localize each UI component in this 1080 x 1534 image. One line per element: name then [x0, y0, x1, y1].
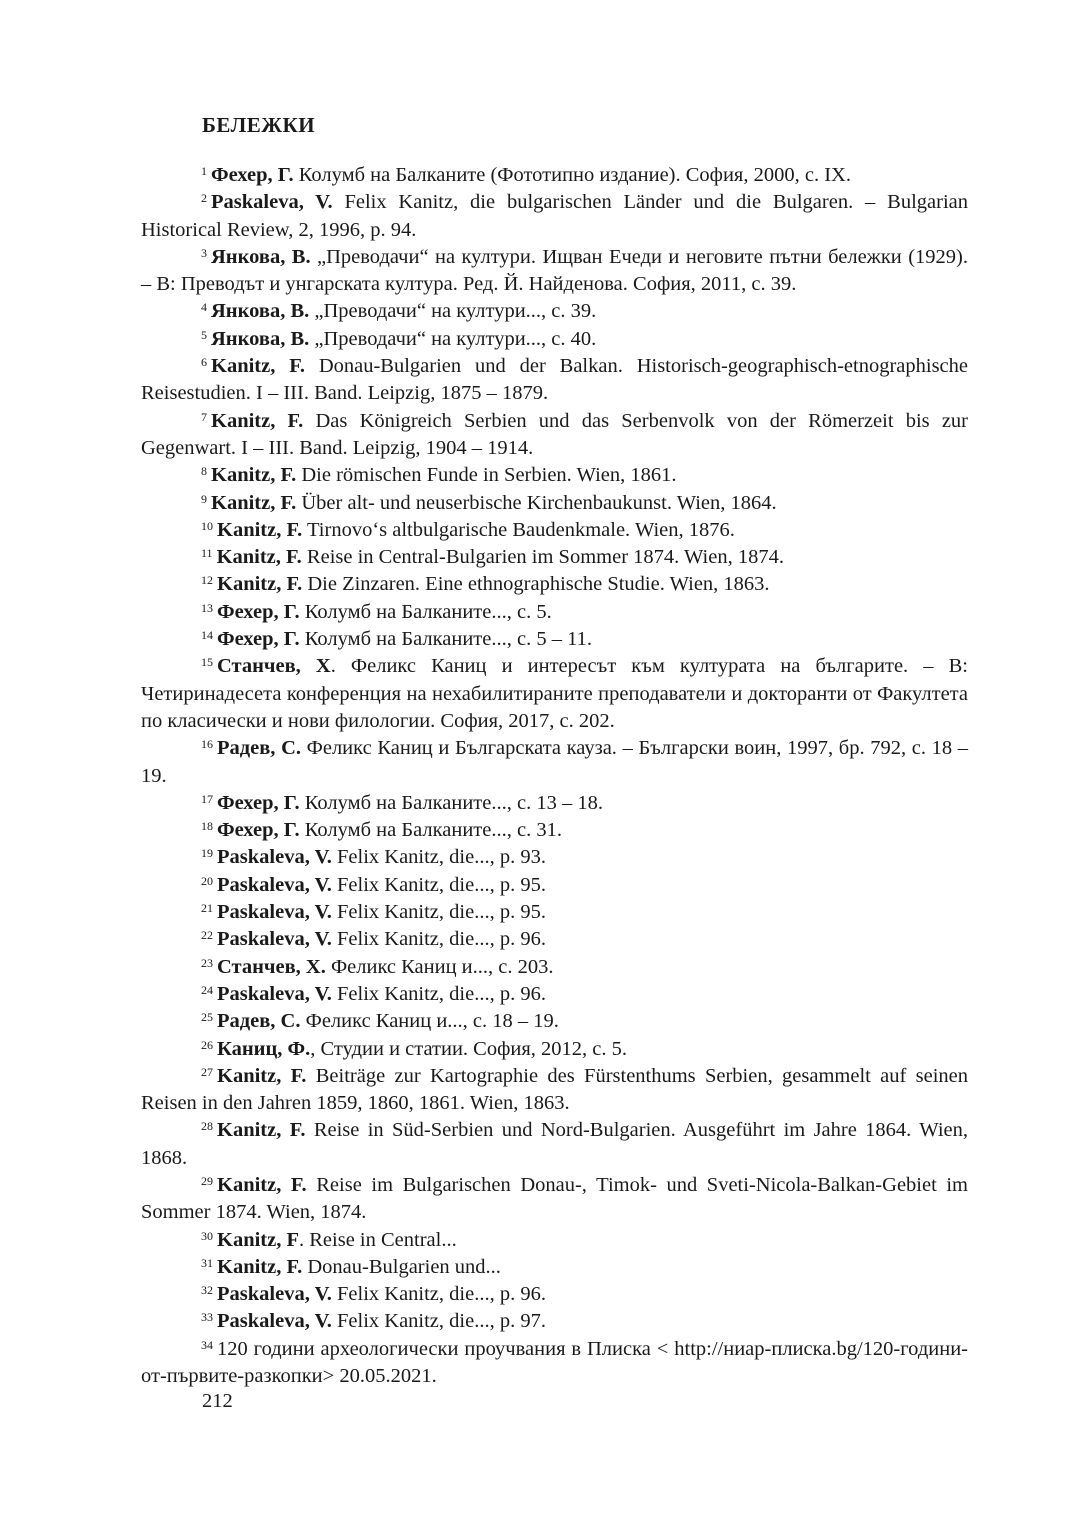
note-number: 2 — [201, 191, 207, 206]
note-author: Kanitz, F. — [217, 1173, 307, 1196]
notes-list — [141, 162, 968, 1390]
note-item — [141, 653, 968, 735]
note-item — [141, 1254, 968, 1281]
note-number: 14 — [201, 628, 213, 643]
note-item — [141, 599, 968, 626]
note-text: Donau-Bulgarien und der Balkan. Historisch-geographisch-etnographische Reisestudien. I – III. Band. Leipzig, 1875 – 1879. — [141, 355, 969, 405]
note-author: Янкова, В. — [211, 300, 310, 323]
note-number: 28 — [201, 1119, 213, 1134]
note-text: Donau-Bulgarien und... — [302, 1255, 501, 1278]
note-author: Фехер, Г. — [217, 819, 300, 842]
note-author: Kanitz, F. — [211, 355, 305, 378]
note-number: 20 — [201, 873, 213, 888]
note-item — [141, 326, 968, 353]
note-number: 6 — [201, 355, 207, 370]
note-text: „Преводачи“ на култури..., с. 39. — [309, 300, 597, 323]
note-text: Феликс Каниц и Българската кауза. – Български воин, 1997, бр. 792, с. 18 – 19. — [141, 737, 968, 787]
note-number: 17 — [201, 791, 213, 806]
note-number: 24 — [201, 982, 213, 997]
note-author: Kanitz, F. — [217, 518, 303, 541]
note-text: „Преводачи“ на култури..., с. 40. — [309, 327, 597, 350]
note-number: 30 — [201, 1228, 213, 1243]
note-text: Felix Kanitz, die..., p. 96. — [331, 928, 546, 951]
note-number: 5 — [201, 327, 207, 342]
note-text: Felix Kanitz, die..., p. 95. — [331, 873, 546, 896]
note-number: 15 — [201, 655, 213, 670]
note-author: Paskaleva, V. — [211, 191, 333, 214]
note-item — [141, 899, 968, 926]
note-author: Kanitz, F. — [211, 491, 297, 514]
note-number: 7 — [201, 409, 207, 424]
note-author: Paskaleva, V. — [217, 901, 332, 924]
note-number: 16 — [201, 737, 213, 752]
note-text: Die römischen Funde in Serbien. Wien, 1861. — [296, 464, 677, 487]
note-number: 32 — [201, 1283, 213, 1298]
note-item — [141, 1308, 968, 1335]
note-author: Kanitz, F. — [217, 1064, 307, 1087]
note-author: Paskaleva, V. — [217, 928, 332, 951]
note-text: „Преводачи“ на култури. Ищван Ечеди и неговите пътни бележки (1929). – В: Преводът и унгарската култура. Ред. Й. Найденова. София, 2011, с. 39. — [141, 245, 968, 296]
note-text: Das Königreich Serbien und das Serbenvolk von der Römerzeit bis zur Gegenwart. I – III. Band. Leipzig, 1904 – 1914. — [141, 409, 969, 459]
note-author: Станчев, Х — [217, 655, 331, 678]
page-number: 212 — [202, 1390, 233, 1412]
note-item — [141, 626, 968, 653]
note-item — [141, 954, 968, 981]
note-author: Paskaleva, V. — [217, 1310, 332, 1333]
note-text: Die Zinzaren. Eine ethnographische Studie. Wien, 1863. — [302, 573, 770, 596]
note-author: Фехер, Г. — [211, 164, 294, 186]
note-text: Reise im Bulgarischen Donau-, Timok- und Sveti-Nicola-Balkan-Gebiet im Sommer 1874. Wien, 1874. — [141, 1173, 968, 1224]
note-text: Felix Kanitz, die..., p. 95. — [331, 901, 546, 924]
note-author: Kanitz, F. — [217, 573, 303, 596]
note-item — [141, 735, 968, 790]
note-item — [141, 517, 968, 544]
note-number: 11 — [201, 546, 213, 561]
note-text: Колумб на Балканите..., с. 31. — [299, 819, 562, 842]
note-number: 23 — [201, 955, 213, 970]
note-item — [141, 1117, 968, 1172]
note-text: Beiträge zur Kartographie des Fürstenthums Serbien, gesammelt auf seinen Reisen in den Jahren 1859, 1860, 1861. Wien, 1863. — [141, 1064, 968, 1115]
note-text: , Студии и статии. София, 2012, с. 5. — [310, 1037, 628, 1060]
note-text: Колумб на Балканите..., с. 5. — [299, 600, 552, 623]
note-number: 22 — [201, 928, 213, 943]
note-author: Kanitz, F — [217, 1228, 299, 1251]
note-item — [141, 189, 968, 244]
note-item — [141, 926, 968, 953]
note-number: 26 — [201, 1037, 213, 1052]
note-item — [141, 544, 968, 571]
note-item — [141, 1008, 968, 1035]
note-author: Kanitz, F. — [211, 409, 304, 432]
note-number: 25 — [201, 1010, 213, 1025]
note-item — [141, 817, 968, 844]
note-number: 4 — [201, 300, 207, 315]
note-author: Янкова, В. — [211, 327, 310, 350]
note-item — [141, 244, 968, 299]
note-item — [141, 1063, 968, 1118]
note-item — [141, 981, 968, 1008]
note-number: 29 — [201, 1173, 213, 1188]
note-item — [141, 872, 968, 899]
note-text: Felix Kanitz, die..., p. 97. — [331, 1310, 546, 1333]
note-author: Станчев, Х. — [217, 955, 326, 978]
note-number: 34 — [201, 1337, 213, 1352]
note-author: Kanitz, F. — [217, 1119, 306, 1142]
note-text: Reise in Süd-Serbien und Nord-Bulgarien. Ausgeführt im Jahre 1864. Wien, 1868. — [141, 1119, 968, 1169]
note-number: 13 — [201, 600, 213, 615]
note-text: . Феликс Каниц и интересът към културата на българите. – В: Четиринадесета конференция на нехабилитираните преподаватели и докторанти от Факултета по класически и нови филологии. София, 2017, с. 202. — [141, 655, 969, 732]
note-author: Paskaleva, V. — [217, 873, 332, 896]
note-text: Über alt- und neuserbische Kirchenbaukunst. Wien, 1864. — [296, 491, 777, 514]
note-author: Kanitz, F. — [217, 1255, 303, 1278]
note-number: 33 — [201, 1310, 213, 1325]
note-item — [141, 490, 968, 517]
note-item — [141, 844, 968, 871]
note-text: Reise in Central-Bulgarien im Sommer 1874. Wien, 1874. — [301, 546, 784, 569]
note-text: Феликс Каниц и..., с. 18 – 19. — [300, 1010, 559, 1033]
note-text: Колумб на Балканите (Фототипно издание). София, 2000, с. IX. — [293, 164, 851, 186]
note-author: Paskaleva, V. — [217, 982, 332, 1005]
note-item — [141, 408, 968, 463]
note-number: 8 — [201, 464, 207, 479]
note-number: 3 — [201, 245, 207, 260]
note-number: 18 — [201, 819, 213, 834]
note-text: Колумб на Балканите..., с. 5 – 11. — [299, 628, 592, 651]
note-item — [141, 1336, 968, 1391]
note-item — [141, 353, 968, 408]
note-item — [141, 162, 968, 189]
note-author: Фехер, Г. — [217, 628, 300, 651]
note-item — [141, 1036, 968, 1063]
note-item — [141, 571, 968, 598]
note-number: 9 — [201, 491, 207, 506]
note-item — [141, 1281, 968, 1308]
note-number: 12 — [201, 573, 213, 588]
note-text: Колумб на Балканите..., с. 13 – 18. — [299, 791, 603, 814]
note-author: Радев, С. — [217, 1010, 301, 1033]
note-text: Felix Kanitz, die bulgarischen Länder und die Bulgaren. – Bulgarian Historical Review, 2, 1996, p. 94. — [141, 191, 968, 241]
note-item — [141, 298, 968, 325]
note-number: 21 — [201, 901, 213, 916]
note-item — [141, 1227, 968, 1254]
note-author: Kanitz, F. — [211, 464, 297, 487]
note-text: Felix Kanitz, die..., p. 93. — [331, 846, 546, 869]
note-number: 10 — [201, 518, 213, 533]
note-author: Kanitz, F. — [216, 546, 302, 569]
note-author: Фехер, Г. — [217, 791, 300, 814]
note-item — [141, 462, 968, 489]
note-author: Paskaleva, V. — [217, 846, 332, 869]
note-author: Каниц, Ф. — [217, 1037, 311, 1060]
note-item — [141, 790, 968, 817]
note-author: Янкова, В. — [211, 245, 311, 268]
note-author: Фехер, Г. — [217, 600, 300, 623]
note-number: 1 — [201, 164, 207, 178]
note-text: Felix Kanitz, die..., p. 96. — [331, 982, 546, 1005]
note-item — [141, 1172, 968, 1227]
section-heading: БЕЛЕЖКИ — [202, 113, 316, 137]
note-text: . Reise in Central... — [299, 1228, 457, 1251]
note-number: 31 — [201, 1255, 213, 1270]
note-author: Радев, С. — [217, 737, 302, 760]
note-text: 120 години археологически проучвания в Плиска < http://ниар-плиска.bg/120-години-от-първите-разкопки> 20.05.2021. — [141, 1337, 968, 1388]
note-text: Tirnovo‘s altbulgarische Baudenkmale. Wien, 1876. — [302, 518, 735, 541]
note-author: Paskaleva, V. — [217, 1283, 332, 1306]
note-text: Felix Kanitz, die..., p. 96. — [331, 1283, 546, 1306]
note-number: 27 — [201, 1064, 213, 1079]
note-text: Феликс Каниц и..., с. 203. — [325, 955, 554, 978]
note-number: 19 — [201, 846, 213, 861]
